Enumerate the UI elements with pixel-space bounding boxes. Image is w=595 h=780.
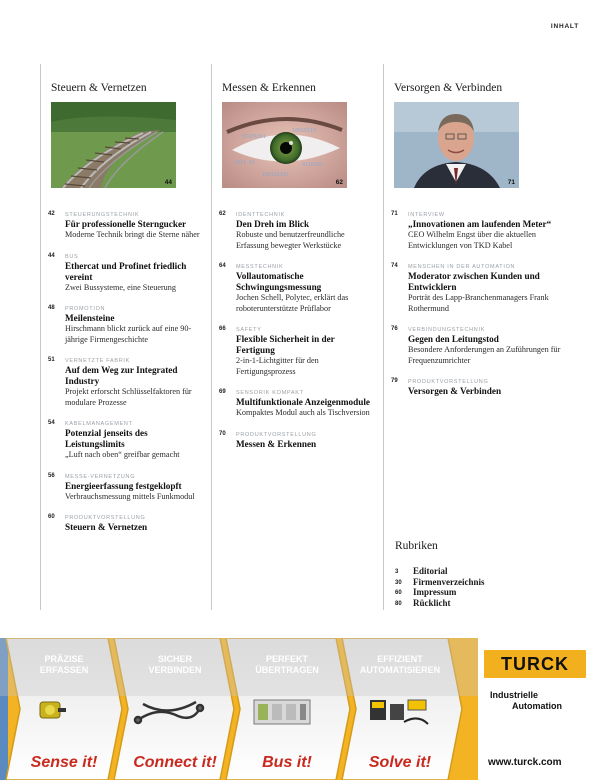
- toc-entry[interactable]: [48, 252, 201, 294]
- entry-title: Energieerfassung festgeklopft: [65, 480, 182, 491]
- rubrik-item[interactable]: [395, 587, 575, 598]
- entry-title: Meilensteine: [65, 313, 115, 323]
- entry-category: PRODUKTVORSTELLUNG: [65, 515, 146, 521]
- entry-page: 79: [391, 378, 398, 384]
- entry-description: Projekt erforscht Schlüsselfaktoren für modulare Prozesse: [65, 387, 192, 407]
- svg-text:0110101: 0110101: [302, 162, 324, 168]
- svg-text:01101001: 01101001: [242, 134, 267, 140]
- brand-tagline: [490, 690, 562, 712]
- column-divider: [40, 64, 41, 610]
- entry-description: Kompaktes Modul auch als Tischversion: [236, 408, 370, 417]
- toc-entry[interactable]: [48, 420, 201, 461]
- panel-slogan: Bus it!: [262, 754, 312, 771]
- entry-title: Flexible Sicherheit in der Fertigung: [236, 334, 335, 355]
- caption-line: ÜBERTRAGEN: [255, 665, 319, 675]
- turck-advertisement[interactable]: [0, 638, 595, 780]
- entry-category: MENSCHEN IN DER AUTOMATION: [408, 264, 516, 270]
- entry-title: Moderator zwischen Kunden und Entwicklern: [408, 271, 540, 292]
- caption-line: VERBINDEN: [148, 665, 202, 675]
- image-page-number: 71: [507, 179, 515, 186]
- entry-category: VERBINDUNGSTECHNIK: [408, 327, 486, 333]
- panel-caption: [14, 654, 114, 676]
- rubrik-label: Firmenverzeichnis: [413, 576, 485, 587]
- toc-entry[interactable]: [391, 378, 564, 397]
- column-steuern-vernetzen: [48, 82, 201, 545]
- entry-page: 60: [48, 514, 55, 520]
- rubrik-label: Editorial: [413, 566, 448, 576]
- entry-title: Multifunktionale Anzeigenmodule: [236, 397, 370, 407]
- column-divider: [211, 64, 212, 610]
- toc-entry[interactable]: [391, 326, 564, 366]
- entry-page: 42: [48, 211, 55, 217]
- entry-description: Jochen Schell, Polytec, erklärt das roboterunterstützte Prüflabor: [236, 293, 349, 313]
- entry-description: Zwei Bussysteme, eine Steuerung: [65, 282, 176, 292]
- entry-title: Versorgen & Verbinden: [408, 386, 502, 396]
- rubriken-title: Rubriken: [395, 540, 438, 552]
- entry-title: Vollautomatische Schwingungsmessung: [236, 271, 322, 292]
- panel-caption: [346, 654, 454, 676]
- rubrik-label: Rücklicht: [413, 597, 451, 608]
- entry-page: 71: [391, 211, 398, 217]
- toc-entry[interactable]: [48, 305, 201, 345]
- entry-description: Moderne Technik bringt die Sterne näher: [65, 230, 200, 239]
- caption-line: SICHER: [157, 654, 192, 664]
- entry-page: 62: [219, 211, 226, 217]
- turck-brand-block[interactable]: [478, 638, 595, 780]
- caption-line: AUTOMATISIEREN: [359, 665, 441, 675]
- column-title: Steuern & Vernetzen: [51, 82, 147, 94]
- toc-entry[interactable]: [391, 211, 564, 251]
- toc-entry[interactable]: [219, 326, 372, 377]
- railway-tracks-image: [51, 102, 176, 188]
- entry-description: Hirschmann blickt zurück auf eine 90-jährige Firmengeschichte: [65, 324, 192, 344]
- tagline-line: Automation: [512, 701, 562, 711]
- caption-line: PRÄZISE: [44, 654, 84, 664]
- entry-category: MESSE-VERNETZUNG: [65, 473, 136, 480]
- svg-text:10010110: 10010110: [292, 128, 317, 134]
- entry-description: CEO Wilhelm Engst über die aktuellen Entwicklungen von TKD Kabel: [408, 230, 536, 250]
- toc-entry[interactable]: [391, 263, 564, 314]
- entry-category: MESSTECHNIK: [236, 264, 284, 270]
- toc-entry[interactable]: [219, 211, 372, 251]
- entry-description: Porträt des Lapp-Branchenmanagers Frank Rothermund: [408, 293, 549, 313]
- toc-entry[interactable]: [219, 263, 372, 314]
- rubrik-page: 60: [395, 590, 402, 596]
- toc-entry[interactable]: [48, 357, 201, 408]
- rubrik-page: 80: [395, 600, 402, 607]
- ad-panel-solve[interactable]: [346, 638, 454, 780]
- ad-panel-sense[interactable]: [14, 638, 114, 780]
- panel-caption: [232, 654, 342, 676]
- rubrik-page: 3: [395, 569, 399, 575]
- rubrik-page: 30: [395, 579, 402, 586]
- column-divider: [383, 64, 384, 610]
- entry-page: 69: [219, 389, 226, 395]
- entry-category: VERNETZTE FABRIK: [65, 358, 130, 364]
- entry-category: PROMOTION: [65, 306, 106, 312]
- caption-line: ERFASSEN: [39, 665, 89, 675]
- entry-category: SENSORIK KOMPAKT: [236, 390, 304, 396]
- rubrik-item[interactable]: [395, 598, 575, 609]
- rubrik-label: Impressum: [413, 587, 457, 597]
- entry-title: Den Dreh im Blick: [236, 219, 310, 229]
- eye-image: [222, 102, 347, 188]
- entry-page: 54: [48, 420, 55, 426]
- entry-category: INTERVIEW: [408, 212, 445, 218]
- entry-title: Gegen den Leitungstod: [408, 334, 499, 344]
- column-versorgen-verbinden: [391, 82, 564, 409]
- toc-entry[interactable]: [48, 211, 201, 241]
- toc-entry[interactable]: [219, 430, 372, 450]
- panel-caption: [120, 654, 230, 676]
- image-page-number: 62: [335, 179, 343, 186]
- ad-panel-bus[interactable]: [232, 638, 342, 780]
- entry-title: Potenzial jenseits des Leistungslimits: [65, 428, 148, 449]
- caption-line: EFFIZIENT: [377, 654, 423, 664]
- entry-page: 76: [391, 326, 398, 332]
- column-messen-erkennen: [219, 82, 372, 462]
- entry-page: 51: [48, 357, 55, 363]
- svg-text:100101101: 100101101: [262, 172, 290, 178]
- entry-title: Steuern & Vernetzen: [65, 522, 148, 532]
- turck-logo-text: TURCK: [501, 654, 569, 674]
- entry-description: Verbrauchsmessung mittels Funkmodul: [65, 491, 195, 501]
- ad-panel-connect[interactable]: [120, 638, 230, 780]
- entry-page: 66: [219, 326, 226, 332]
- image-page-number: 44: [164, 179, 172, 186]
- brand-url-link[interactable]: www.turck.com: [488, 757, 562, 768]
- entry-description: 2-in-1-Lichtgitter für den Fertigungsprozess: [236, 356, 319, 376]
- svg-text:1011 01: 1011 01: [234, 160, 256, 166]
- toc-entry[interactable]: [219, 389, 372, 419]
- tagline-line: Industrielle: [490, 690, 539, 700]
- entry-page: 56: [48, 472, 55, 479]
- entry-title: „Innovationen am laufenden Meter“: [408, 219, 552, 229]
- panel-slogan: Solve it!: [368, 754, 432, 771]
- caption-line: PERFEKT: [265, 654, 308, 664]
- rubriken-section: [395, 540, 575, 608]
- entry-category: KABELMANAGEMENT: [65, 421, 133, 427]
- rubrik-item[interactable]: [395, 566, 575, 577]
- rubrik-item[interactable]: [395, 577, 575, 588]
- turck-logo: [484, 650, 586, 678]
- toc-entry[interactable]: [48, 514, 201, 533]
- panel-slogan: Connect it!: [133, 754, 217, 771]
- entry-page: 70: [219, 430, 226, 437]
- column-title: Messen & Erkennen: [222, 82, 316, 94]
- entry-title: Für professionelle Sterngucker: [65, 219, 187, 229]
- portrait-image: [394, 102, 519, 188]
- entry-page: 64: [219, 263, 226, 269]
- entry-category: BUS: [65, 253, 79, 260]
- entry-title: Auf dem Weg zur Integrated Industry: [65, 365, 178, 386]
- entry-title: Messen & Erkennen: [236, 438, 317, 449]
- entry-page: 74: [391, 263, 398, 269]
- entry-category: SAFETY: [236, 327, 262, 333]
- entry-category: PRODUKTVORSTELLUNG: [236, 431, 317, 438]
- column-title: Versorgen & Verbinden: [394, 82, 503, 94]
- section-label: INHALT: [550, 23, 579, 30]
- toc-entry[interactable]: [48, 472, 201, 503]
- entry-page: 44: [48, 252, 55, 259]
- entry-description: Robuste und benutzerfreundliche Erfassung bewegter Werkstücke: [236, 230, 345, 250]
- entry-page: 48: [48, 305, 55, 311]
- entry-category: IDENTTECHNIK: [236, 212, 286, 218]
- panel-slogan: Sense it!: [30, 754, 98, 771]
- entry-description: „Luft nach oben“ greifbar gemacht: [65, 450, 180, 459]
- entry-description: Besondere Anforderungen an Zuführungen für Frequenzumrichter: [408, 345, 561, 365]
- entry-category: STEUERUNGSTECHNIK: [65, 212, 140, 218]
- entry-category: PRODUKTVORSTELLUNG: [408, 379, 489, 385]
- entry-title: Ethercat und Profinet friedlich vereint: [65, 260, 187, 282]
